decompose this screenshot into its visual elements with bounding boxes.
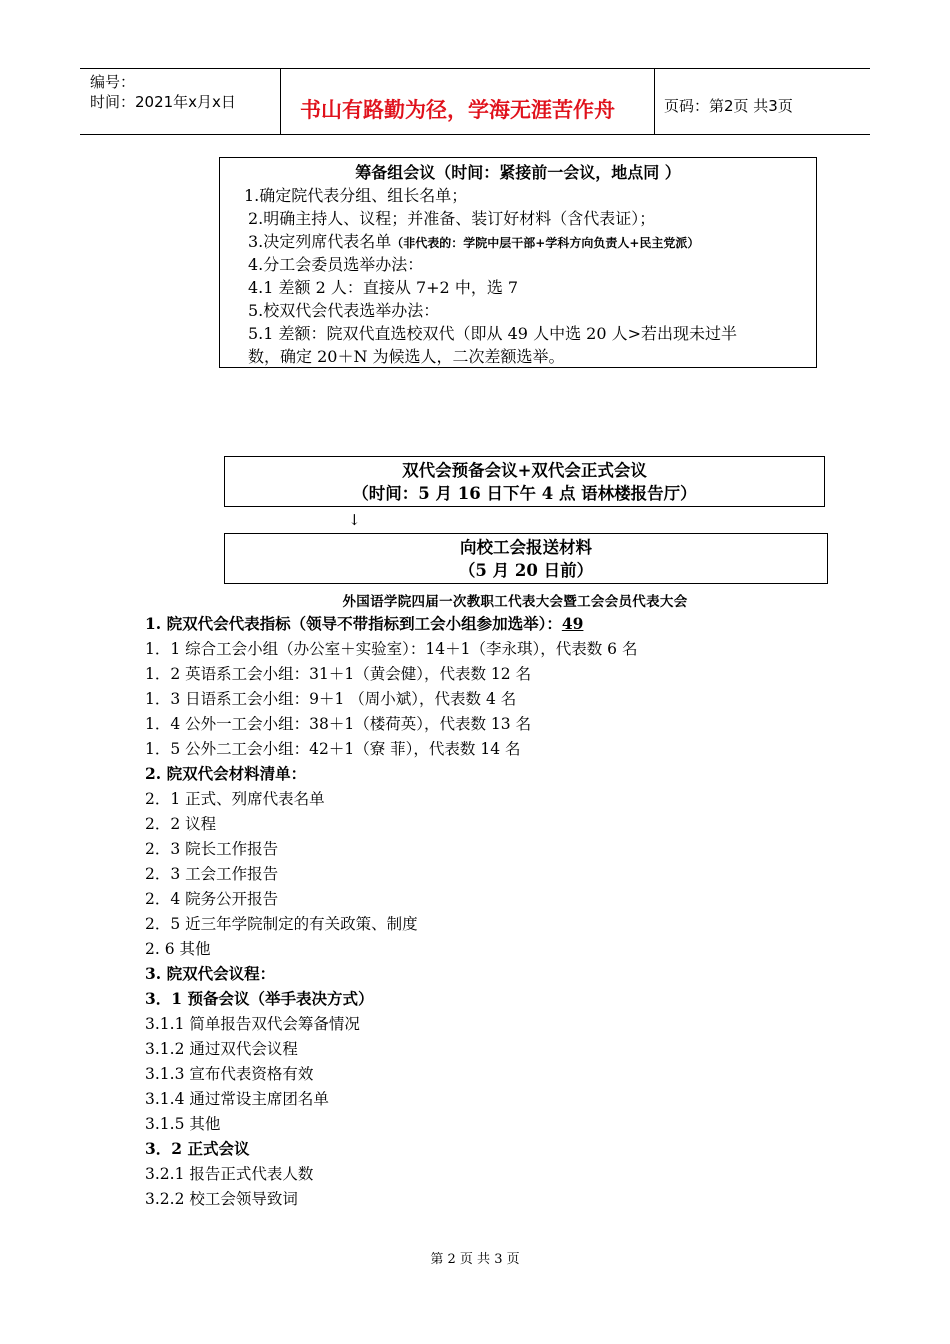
prep-committee-box	[219, 157, 817, 368]
section1-item: 1．1 综合工会小组（办公室＋实验室）：14＋1（李永琪），代表数 6 名	[145, 640, 638, 658]
report-box	[224, 533, 828, 584]
prep-box-line-3-note: （非代表的：学院中层干部+学科方向负责人+民主党派）	[391, 236, 700, 250]
header-number-label: 编号：	[90, 73, 136, 91]
section3-sub1-item: 3.1.2 通过双代会议程	[145, 1040, 298, 1058]
report-box-line2: （5 月 20 日前）	[458, 561, 594, 580]
section2-item: 2．4 院务公开报告	[145, 890, 279, 908]
flow-arrow: ↓	[348, 511, 361, 529]
header-time-label: 时间：2021年x月x日	[90, 93, 236, 111]
header-divider-left	[280, 68, 281, 135]
prep-box-line: 5.1 差额：院双代直选校双代（即从 49 人中选 20 人>若出现未过半	[248, 324, 738, 343]
section2-heading: 2. 院双代会材料清单：	[145, 764, 307, 783]
section3-sub2-item: 3.2.2 校工会领导致词	[145, 1190, 298, 1208]
conference-banner: 外国语学院四届一次教职工代表大会暨工会会员代表大会	[342, 594, 688, 610]
section2-item: 2．3 院长工作报告	[145, 840, 279, 858]
prep-box-line-3	[248, 230, 699, 255]
header-top-rule	[80, 68, 870, 69]
meeting-box-line2: （时间：5 月 16 日下午 4 点 语林楼报告厅）	[352, 484, 697, 503]
section3-sub1-item: 3.1.5 其他	[145, 1115, 221, 1133]
prep-box-line: 1.确定院代表分组、组长名单；	[244, 186, 468, 205]
section1-heading-value: 49	[561, 614, 584, 633]
prep-box-line: 2.明确主持人、议程；并准备、装订好材料（含代表证）；	[248, 209, 656, 228]
section3-sub1-item: 3.1.1 简单报告双代会筹备情况	[145, 1015, 360, 1033]
section3-sub2-item: 3.2.1 报告正式代表人数	[145, 1165, 314, 1183]
report-box-line1: 向校工会报送材料	[460, 538, 592, 557]
section1-heading-text: 1. 院双代会代表指标（领导不带指标到工会小组参加选举）：	[145, 614, 562, 633]
section3-heading: 3. 院双代会议程：	[145, 964, 276, 983]
section3-sub1-item: 3.1.3 宣布代表资格有效	[145, 1065, 314, 1083]
prep-box-line: 4.1 差额 2 人：直接从 7+2 中，选 7	[248, 278, 519, 297]
section2-item: 2．1 正式、列席代表名单	[145, 790, 325, 808]
header-divider-right	[654, 68, 655, 135]
section3-sub2-heading: 3．2 正式会议	[145, 1139, 250, 1158]
header-motto: 书山有路勤为径，学海无涯苦作舟	[300, 98, 615, 122]
section1-item: 1．4 公外一工会小组：38＋1（楼荷英），代表数 13 名	[145, 715, 532, 733]
prep-box-line: 5.校双代会代表选举办法：	[248, 301, 440, 320]
prep-box-line: 数，确定 20＋N 为候选人，二次差额选举。	[248, 347, 565, 366]
prep-box-line-3-text: 3.决定列席代表名单	[248, 232, 392, 251]
header-page-label: 页码：第2页 共3页	[664, 97, 793, 115]
section2-item: 2．3 工会工作报告	[145, 865, 279, 883]
section1-heading	[145, 612, 583, 634]
section1-item: 1．3 日语系工会小组：9＋1 （周小斌），代表数 4 名	[145, 690, 517, 708]
section3-sub1-heading: 3．1 预备会议（举手表决方式）	[145, 989, 374, 1008]
section1-item: 1．2 英语系工会小组：31＋1（黄会健），代表数 12 名	[145, 665, 532, 683]
section3-sub1-item: 3.1.4 通过常设主席团名单	[145, 1090, 329, 1108]
prep-box-title: 筹备组会议（时间：紧接前一会议，地点同 ）	[355, 163, 681, 182]
section2-item: 2. 6 其他	[145, 940, 211, 958]
header-bottom-rule	[80, 134, 870, 135]
page-footer: 第 2 页 共 3 页	[430, 1252, 520, 1267]
section2-item: 2．2 议程	[145, 815, 217, 833]
meeting-box-line1: 双代会预备会议+双代会正式会议	[402, 461, 647, 480]
section2-item: 2．5 近三年学院制定的有关政策、制度	[145, 915, 418, 933]
prep-box-line: 4.分工会委员选举办法：	[248, 255, 424, 274]
section1-item: 1．5 公外二工会小组：42＋1（寮 菲），代表数 14 名	[145, 740, 521, 758]
meeting-box	[224, 456, 825, 507]
